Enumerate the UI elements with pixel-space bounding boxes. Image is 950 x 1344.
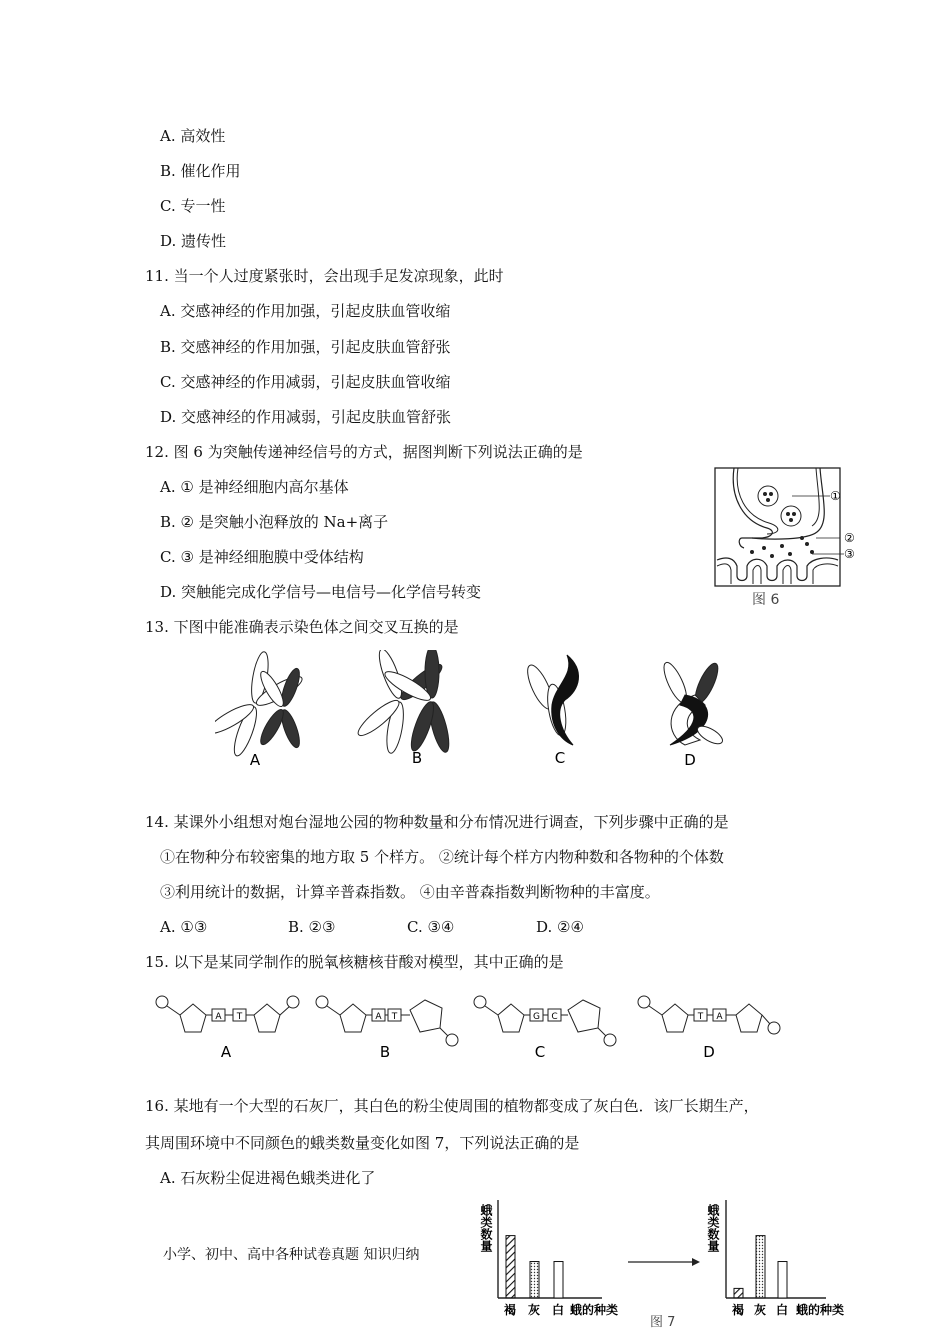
q10-option-a: A. 高效性 (160, 127, 226, 145)
q14-option-b: B. ②③ (288, 918, 336, 936)
q11-option-d: D. 交感神经的作用减弱，引起皮肤血管舒张 (160, 408, 452, 426)
q15-label-a: A (220, 1043, 232, 1061)
q15-label-d: D (703, 1043, 715, 1061)
q14-option-c: C. ③④ (407, 918, 455, 936)
figure7-caption: 图 7 (650, 1315, 676, 1330)
q10-option-b: B. 催化作用 (160, 162, 241, 180)
q12-stem: 12. 图 6 为突触传递神经信号的方式，据图判断下列说法正确的是 (145, 443, 583, 461)
nucleotide-option-a (156, 996, 299, 1032)
moth-chart-before (479, 1200, 618, 1317)
nucleotide-figure (150, 990, 810, 1065)
q11-stem: 11. 当一个人过度紧张时，会出现手足发凉现象，此时 (145, 267, 504, 285)
q13-label-b: B (411, 749, 423, 767)
q11-option-b: B. 交感神经的作用加强，引起皮肤血管舒张 (160, 338, 451, 356)
q11-option-a: A. 交感神经的作用加强，引起皮肤血管收缩 (160, 302, 451, 320)
chromosome-option-c (523, 655, 579, 745)
q13-label-a: A (249, 751, 261, 769)
base-b2: T (391, 1012, 398, 1022)
marker-2: ② (844, 531, 855, 545)
base-b1: A (375, 1012, 382, 1022)
tick-after-2: 白 (776, 1303, 789, 1317)
chromosome-option-a (215, 651, 305, 759)
footer-text: 小学、初中、高中各种试卷真题 知识归纳 (163, 1247, 420, 1263)
q14-option-a: A. ①③ (160, 918, 208, 936)
bar-after-1 (756, 1236, 765, 1298)
chart-left-ylabel: 蛾类数量 (479, 1204, 493, 1252)
bar-before-2 (554, 1262, 563, 1298)
nucleotide-option-d (638, 996, 780, 1034)
q14-line1: ①在物种分布较密集的地方取 5 个样方。 ②统计每个样方内物种数和各物种的个体数 (160, 848, 724, 866)
chromosome-figure (215, 650, 735, 780)
synapse-figure (712, 466, 872, 611)
chromosome-option-b (354, 650, 453, 754)
q12-option-c: C. ③ 是神经细胞膜中受体结构 (160, 548, 364, 566)
q14-line2: ③利用统计的数据，计算辛普森指数。 ④由辛普森指数判断物种的丰富度。 (160, 883, 660, 901)
tick-after-1: 灰 (754, 1303, 767, 1317)
q10-option-d: D. 遗传性 (160, 232, 227, 250)
q14-option-d: D. ②④ (536, 918, 584, 936)
bar-before-0 (506, 1236, 515, 1298)
figure6-caption: 图 6 (752, 592, 780, 608)
q11-option-c: C. 交感神经的作用减弱，引起皮肤血管收缩 (160, 373, 451, 391)
base-a1: A (215, 1012, 222, 1022)
nucleotide-option-c (474, 996, 616, 1046)
base-a2: T (236, 1012, 243, 1022)
q10-option-c: C. 专一性 (160, 197, 226, 215)
base-d2: A (716, 1012, 723, 1022)
chromosome-option-d (660, 660, 726, 747)
q13-label-c: C (554, 749, 566, 767)
bar-after-2 (778, 1262, 787, 1298)
marker-3: ③ (844, 547, 855, 561)
chart-right-ylabel: 蛾类数量 (706, 1204, 720, 1252)
tick-before-1: 灰 (528, 1303, 541, 1317)
q16-option-a: A. 石灰粉尘促进褐色蛾类进化了 (160, 1169, 376, 1187)
bar-after-0 (734, 1288, 743, 1298)
q13-label-d: D (684, 751, 696, 769)
nucleotide-option-b (316, 996, 458, 1046)
base-c1: G (533, 1012, 540, 1022)
bar-before-1 (530, 1262, 539, 1298)
q12-option-d: D. 突触能完成化学信号—电信号—化学信号转变 (160, 583, 482, 601)
q12-option-a: A. ① 是神经细胞内高尔基体 (160, 478, 349, 496)
chart-left-xlabel: 蛾的种类 (570, 1303, 619, 1317)
q12-option-b: B. ② 是突触小泡释放的 Na+离子 (160, 513, 389, 531)
base-c2: C (551, 1012, 558, 1022)
marker-1: ① (830, 489, 841, 503)
base-d1: T (697, 1012, 704, 1022)
q15-stem: 15. 以下是某同学制作的脱氧核糖核苷酸对模型，其中正确的是 (145, 953, 564, 971)
q13-stem: 13. 下图中能准确表示染色体之间交叉互换的是 (145, 618, 459, 636)
arrow-head (692, 1258, 700, 1266)
q16-stem-line2: 其周围环境中不同颜色的蛾类数量变化如图 7，下列说法正确的是 (145, 1134, 580, 1152)
tick-after-0: 褐 (732, 1303, 745, 1317)
tick-before-2: 白 (552, 1303, 565, 1317)
q14-stem: 14. 某课外小组想对炮台湿地公园的物种数量和分布情况进行调查，下列步骤中正确的是 (145, 813, 729, 831)
tick-before-0: 褐 (504, 1303, 517, 1317)
moth-chart-after (706, 1200, 844, 1317)
q15-label-b: B (379, 1043, 391, 1061)
q16-stem-line1: 16. 某地有一个大型的石灰厂，其白色的粉尘使周围的植物都变成了灰白色．该厂长期生产， (145, 1097, 759, 1115)
moth-figure (470, 1190, 870, 1338)
chart-right-xlabel: 蛾的种类 (796, 1303, 845, 1317)
q15-label-c: C (534, 1043, 546, 1061)
